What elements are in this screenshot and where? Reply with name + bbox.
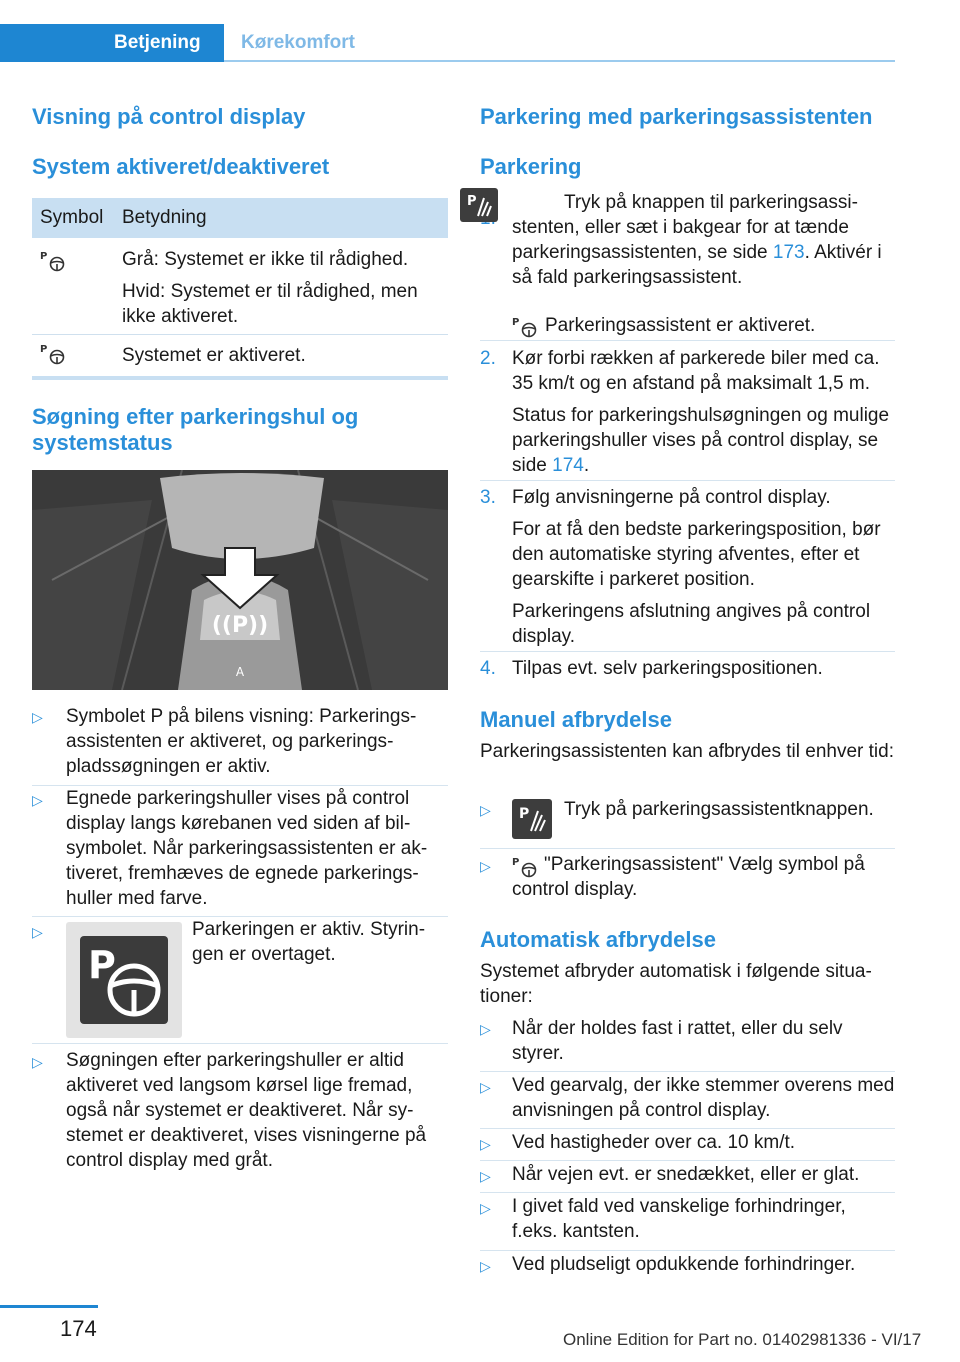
row2-text: Systemet er aktiveret.	[122, 345, 306, 366]
divider	[480, 480, 895, 481]
svg-text:P: P	[40, 344, 48, 355]
bullet-marker: ▷	[480, 1021, 491, 1037]
page-link-174[interactable]: 174	[552, 455, 584, 476]
divider	[480, 1160, 895, 1161]
auto-intro: Systemet afbryder automatisk i følgende situationer:	[480, 961, 872, 1007]
divider	[32, 1043, 448, 1044]
auto-item: Ved hastigheder over ca. 10 km/t.	[512, 1132, 796, 1153]
step-number: 4.	[480, 658, 496, 679]
svg-text:P: P	[512, 857, 520, 868]
manual-intro: Parkeringsassistenten kan afbrydes til enhver tid:	[480, 741, 894, 762]
table-row	[32, 238, 448, 335]
bullet-marker: ▷	[32, 924, 43, 940]
svg-text:P: P	[512, 317, 520, 328]
step-3-sub1: For at få den bedste parkeringsposition, bør den automatiske styring afventes, efter et gearskifte i parkeret position.	[512, 519, 881, 590]
parking-assistant-button-icon	[460, 188, 498, 222]
svg-text:P: P	[88, 943, 116, 987]
step-number: 3.	[480, 487, 496, 508]
bullet-marker: ▷	[480, 1200, 491, 1216]
subsection-title-manual: Manuel afbrydelse	[480, 707, 672, 732]
step-3-sub2: Parkeringens afslutning angives på control display.	[512, 601, 871, 647]
parking-active-big-icon	[66, 922, 182, 1038]
auto-item: Når der holdes fast i rattet, eller du selv styrer.	[512, 1018, 843, 1064]
divider	[480, 848, 895, 849]
table-row	[32, 335, 448, 375]
bullet-parking-active: Parkeringen er aktiv. Styringen er overtaget.	[192, 919, 426, 965]
bullet-marker: ▷	[480, 1079, 491, 1095]
bullet-marker: ▷	[32, 1054, 43, 1070]
auto-item: I givet fald ved vanskelige forhindringer, f.eks. kantsten.	[512, 1196, 846, 1242]
tab-betjening[interactable]: Betjening	[0, 24, 224, 62]
page-link-173[interactable]: 173	[772, 242, 805, 263]
manual-item-symbol: "Parkeringsassistent" Vælg symbol på control display.	[512, 854, 865, 900]
step-1-sub: Parkeringsassistent er aktiveret.	[545, 315, 816, 336]
subsection-title-parking: Parkering	[480, 154, 582, 179]
step-2: Kør forbi rækken af parkerede biler med ca. 35 km/t og en afstand på maksimalt 1,5 m.	[512, 348, 880, 394]
divider	[480, 651, 895, 652]
parking-assistant-button-icon	[512, 799, 552, 839]
bullet-marker: ▷	[32, 709, 43, 725]
parking-active-small-icon	[512, 316, 538, 338]
step-3: Følg anvisningerne på control display.	[512, 487, 831, 508]
section-title-parking-assistant: Parkering med parkeringsassistenten	[480, 104, 873, 129]
edition-note: Online Edition for Part no. 01402981336 - VI/17	[563, 1330, 922, 1349]
table-header	[32, 198, 448, 238]
bullet-p-symbol: Symbolet P på bilens visning: Parkeringsassistenten er aktiveret, og parkeringspladssøgningen er aktiv.	[66, 706, 417, 777]
car-display-illustration	[32, 470, 448, 690]
header-meaning: Betydning	[122, 207, 207, 228]
footer-rule	[0, 1305, 98, 1308]
row1-grey-text: Grå: Systemet er ikke til rådighed.	[122, 249, 409, 270]
divider	[480, 1192, 895, 1193]
parking-steering-icon	[40, 250, 66, 272]
header-symbol: Symbol	[40, 207, 104, 228]
bullet-marker: ▷	[480, 1258, 491, 1274]
divider	[480, 1250, 895, 1251]
svg-text:P: P	[519, 806, 530, 822]
bullet-marker: ▷	[32, 792, 43, 808]
parking-active-icon	[40, 343, 66, 365]
divider	[480, 340, 895, 341]
svg-text:((P)): ((P))	[211, 613, 269, 638]
bullet-search-always: Søgningen efter parkeringshuller er altid aktiveret ved langsom kørsel lige fremad, også når systemet er deaktiveret. Når systemet er deaktiveret, vises visningerne på control display med gråt.	[66, 1050, 427, 1171]
svg-text:P: P	[40, 251, 48, 262]
chapter-tabs	[0, 24, 895, 62]
bullet-marker: ▷	[480, 802, 491, 818]
bullet-marker: ▷	[480, 1168, 491, 1184]
auto-item: Ved gearvalg, der ikke stemmer overens med anvisningen på control display.	[512, 1075, 895, 1121]
divider	[480, 1071, 895, 1072]
auto-item: Når vejen evt. er snedækket, eller er glat.	[512, 1164, 860, 1185]
symbol-table	[32, 198, 448, 375]
manual-item-button: Tryk på parkeringsassistentknappen.	[564, 799, 874, 820]
subsection-title-automatic: Automatisk afbrydelse	[480, 927, 716, 952]
bullet-marker: ▷	[480, 1136, 491, 1152]
step-1: P Tryk på knappen til parkeringsassistenten, eller sæt i bakgear for at tænde parkeringsassistenten, se side 173. Aktivér i så fald parkeringsassistent.	[512, 190, 895, 290]
tab-underline	[224, 60, 895, 62]
page-number: 174	[60, 1316, 97, 1341]
tab-korekomfort[interactable]: Kørekomfort	[241, 32, 356, 53]
step-2-sub: Status for parkeringshulsøgningen og mulige parkeringshuller vises på control display, se side 174.	[512, 405, 890, 476]
row1-white-text: Hvid: Systemet er til rådighed, men ikke aktiveret.	[122, 281, 418, 327]
subsection-title-status: System aktiveret/deaktiveret	[32, 154, 330, 179]
bullet-parking-spaces: Egnede parkeringshuller vises på control display langs kørebanen ved siden af bilsymbolet. Når parkeringsassistenten er aktiveret, fremhæves de egnede parkeringshuller med farve.	[66, 788, 428, 909]
auto-item: Ved pludseligt opdukkende forhindringer.	[512, 1254, 856, 1275]
divider	[480, 1128, 895, 1129]
bullet-marker: ▷	[480, 858, 491, 874]
table-bottom-rule	[32, 376, 448, 380]
subsection-title-search: Søgning efter parkeringshul og systemstatus	[32, 404, 359, 455]
step-number: 2.	[480, 348, 496, 369]
svg-text:P: P	[467, 194, 477, 209]
step-4: Tilpas evt. selv parkeringspositionen.	[512, 658, 823, 679]
svg-text:A: A	[235, 665, 245, 679]
section-title-display: Visning på control display	[32, 104, 306, 129]
parking-search-display-image	[32, 470, 448, 690]
